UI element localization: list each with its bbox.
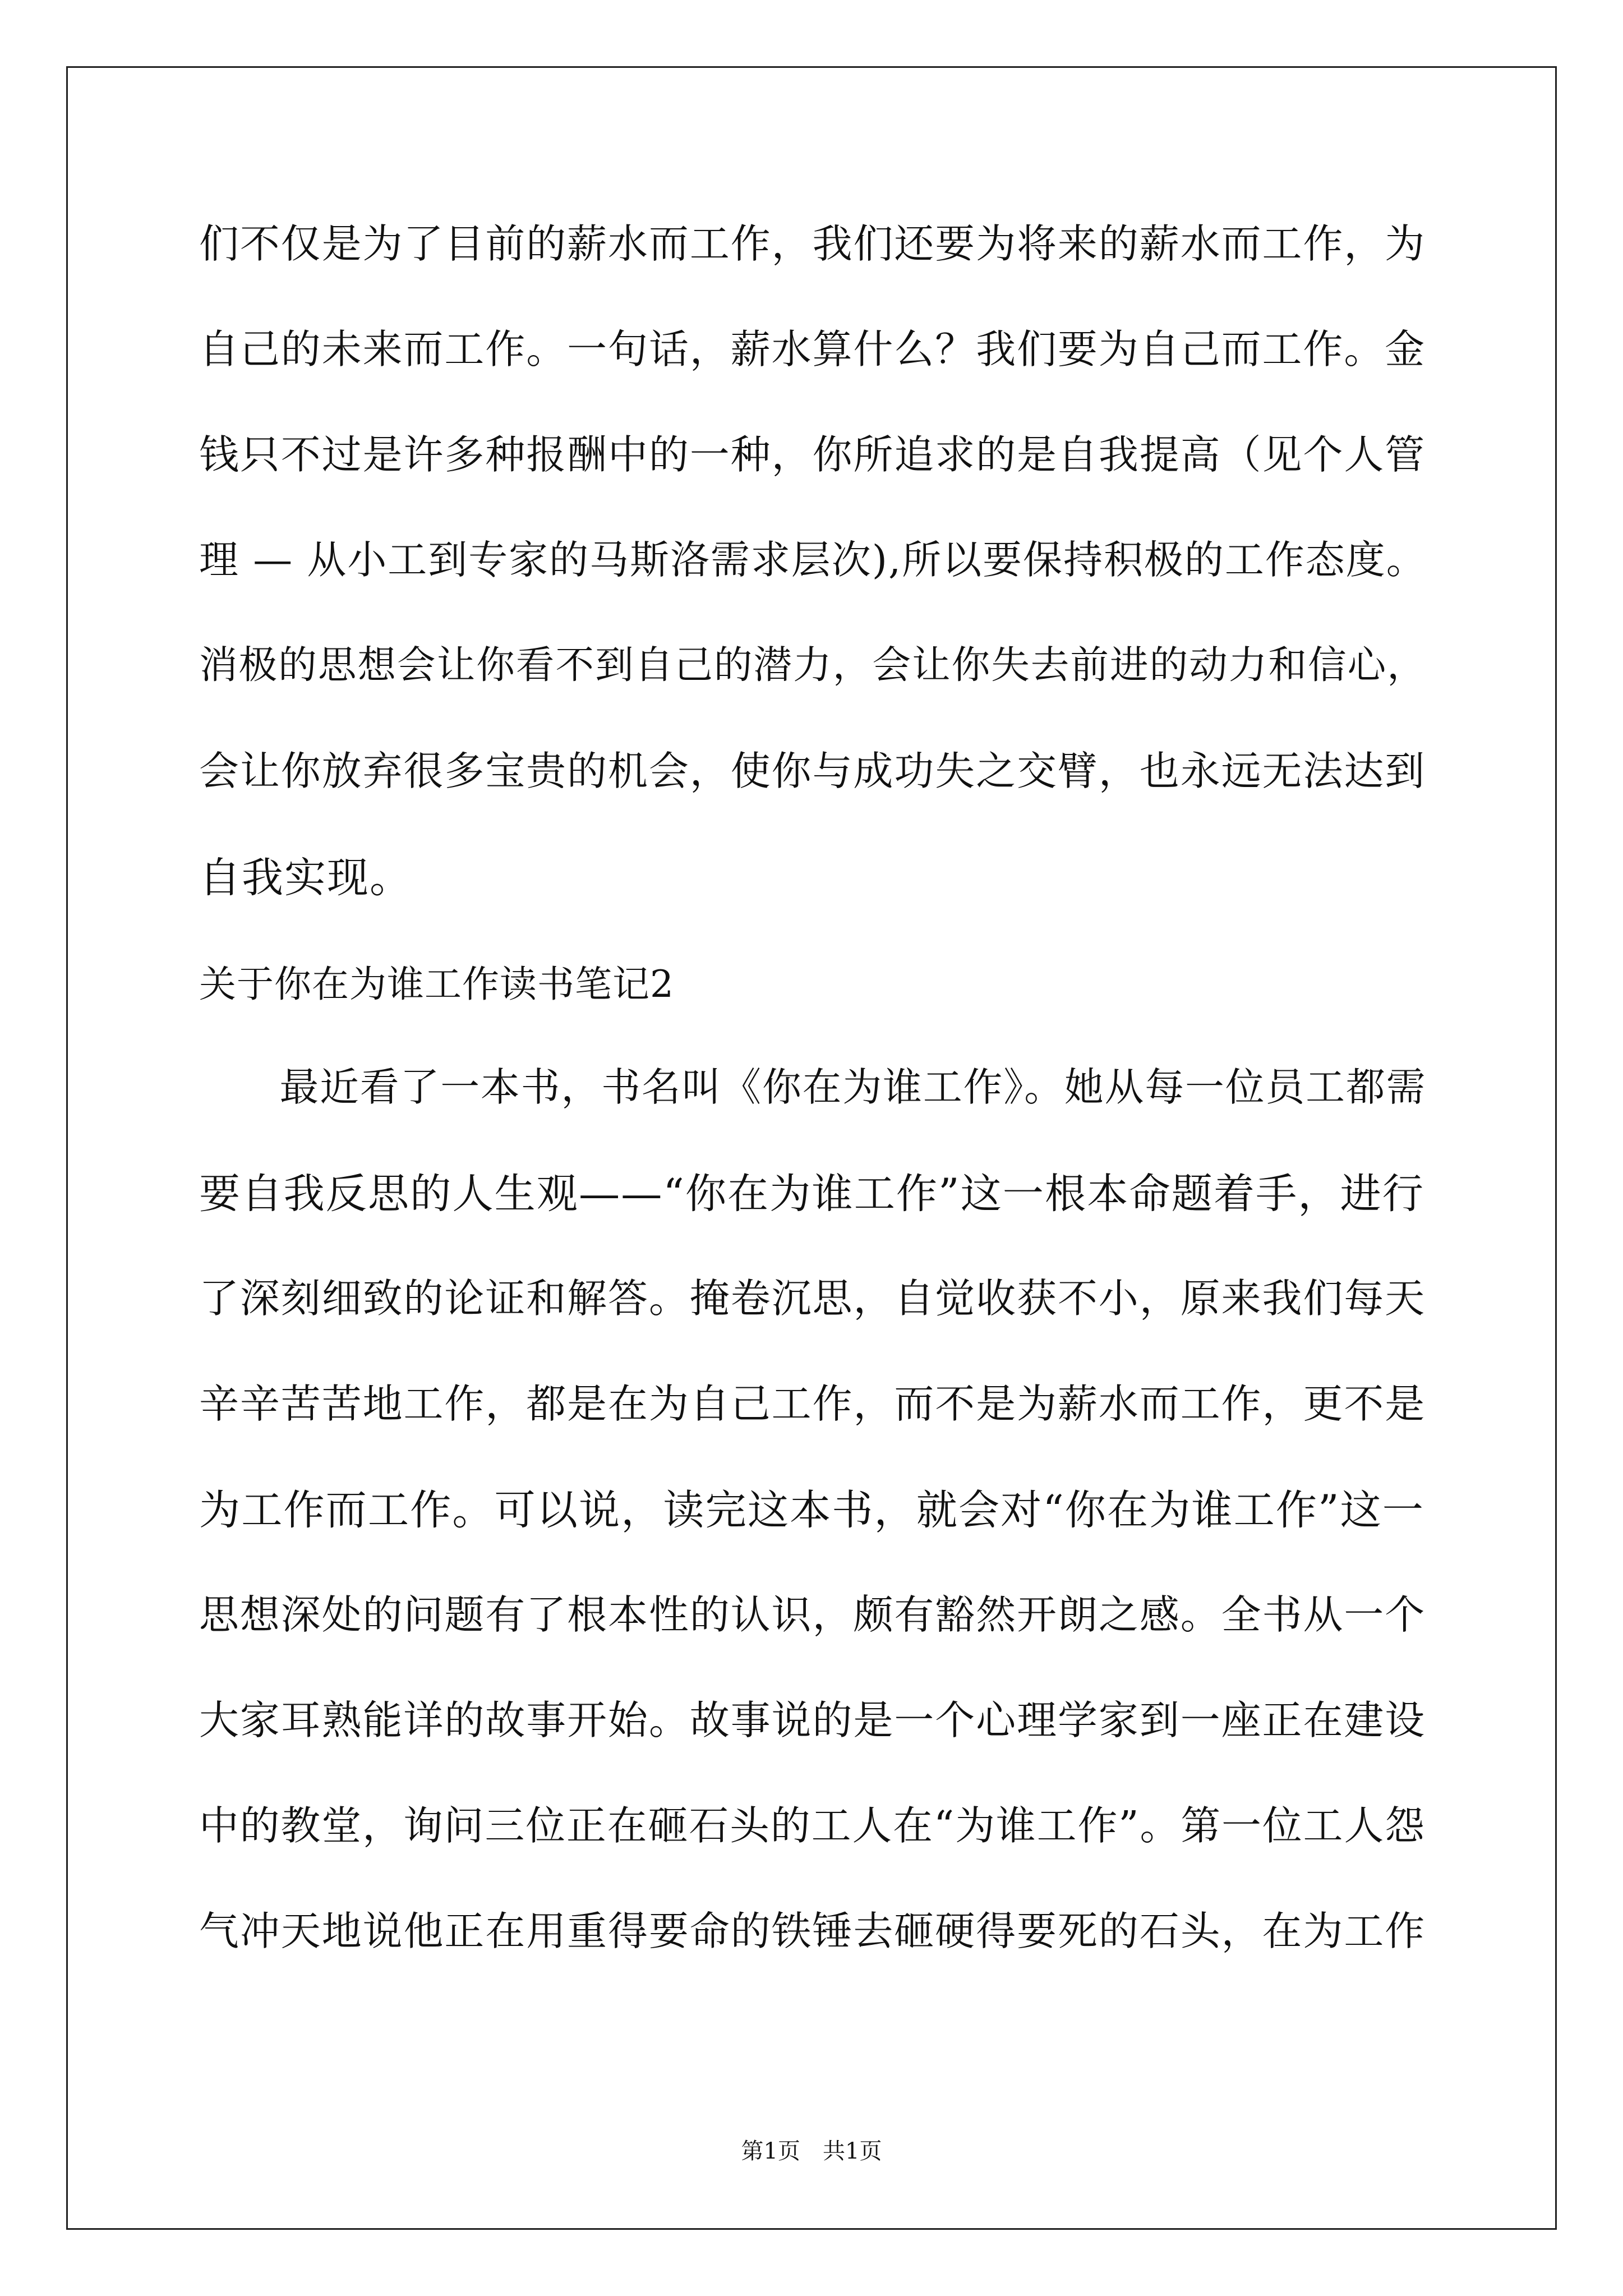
text-line: 最近看了一本书，书名叫《你在为谁工作》。她从每一位员工都需 <box>199 1065 1427 1110</box>
text-line: 消极的思想会让你看不到自己的潜力，会让你失去前进的动力和信心， <box>199 643 1427 688</box>
text-line: 要自我反思的人生观——“你在为谁工作”这一根本命题着手，进行 <box>199 1170 1424 1218</box>
text-line: 辛辛苦苦地工作，都是在为自己工作，而不是为薪水而工作，更不是 <box>199 1381 1426 1427</box>
text-line: 自己的未来而工作。一句话，薪水算什么？我们要为自己而工作。金 <box>199 326 1426 372</box>
text-line: 钱只不过是许多种报酬中的一种，你所追求的是自我提高（见个人管 <box>199 431 1426 478</box>
text-line: 自我实现。 <box>199 854 412 902</box>
text-line: 为工作而工作。可以说，读完这本书，就会对“你在为谁工作”这一 <box>199 1487 1424 1534</box>
text-line: 大家耳熟能详的故事开始。故事说的是一个心理学家到一座正在建设 <box>199 1697 1426 1743</box>
text-line: 思想深处的问题有了根本性的认识，颇有豁然开朗之感。全书从一个 <box>199 1591 1426 1638</box>
page-border <box>66 66 1557 2230</box>
text-line: 中的教堂，询问三位正在砸石头的工人在“为谁工作”。第一位工人怨 <box>199 1802 1426 1849</box>
text-line: 会让你放弃很多宝贵的机会，使你与成功失之交臂，也永远无法达到 <box>199 748 1426 794</box>
text-line: 们不仅是为了目前的薪水而工作，我们还要为将来的薪水而工作，为 <box>199 220 1426 267</box>
page-footer: 第1页 共1页 <box>741 2138 882 2164</box>
text-line: 理 — 从小工到专家的马斯洛需求层次),所以要保持积极的工作态度。 <box>199 537 1427 583</box>
section-heading: 关于你在为谁工作读书笔记2 <box>199 963 674 1006</box>
text-line: 了深刻细致的论证和解答。掩卷沉思，自觉收获不小，原来我们每天 <box>199 1275 1426 1322</box>
text-line: 气冲天地说他正在用重得要命的铁锤去砸硬得要死的石头，在为工作 <box>199 1908 1426 1954</box>
